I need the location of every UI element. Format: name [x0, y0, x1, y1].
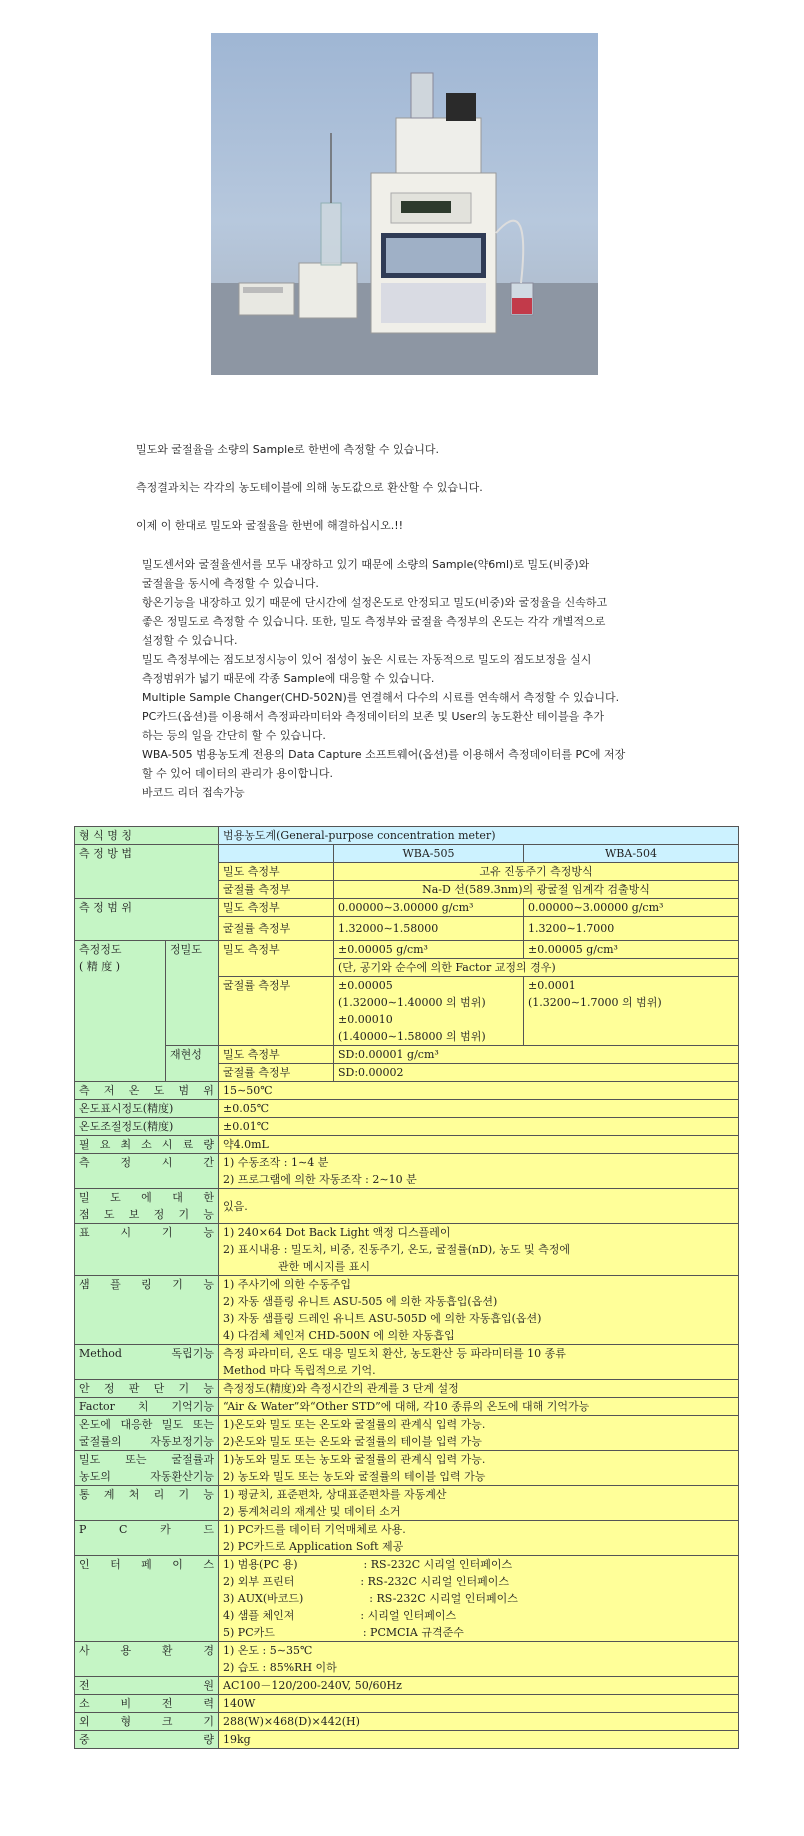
spec-label-char: 환	[161, 1644, 173, 1657]
spec-label-char: 기	[178, 1208, 190, 1221]
spec-label-char: 플	[110, 1278, 121, 1291]
spec-label-char: 안	[79, 1382, 90, 1395]
feature-line: 바코드 리더 접속가능	[142, 786, 245, 799]
spec-label-char: 위	[203, 1084, 214, 1097]
table-row	[75, 941, 739, 959]
feature-line: 밀도센서와 굴절율센서를 모두 내장하고 있기 때문에 소량의 Sample(약6ml)로 밀도(비중)와	[142, 558, 590, 571]
spec-value-line: AC100－120/200-240V, 50/60Hz	[223, 1679, 402, 1692]
spec-label-char: 간	[203, 1156, 214, 1169]
spec-label	[75, 1486, 219, 1521]
spec-label-char: 도	[110, 1191, 121, 1204]
spec-value	[219, 1100, 739, 1118]
spec-label-char: 사	[79, 1644, 90, 1657]
spec-value-line: Method 마다 독립적으로 기억.	[223, 1364, 376, 1377]
spec-label-text	[79, 1206, 214, 1223]
spec-label-char: 또는	[192, 1418, 214, 1431]
spec-label-char: 시	[120, 1226, 132, 1239]
feature-line: 항온기능을 내장하고 있기 때문에 단시간에 설정온도로 안정되고 밀도(비중)와 굴정율을 신속하고	[142, 596, 608, 609]
spec-value-line: 3) 자동 샘플링 드레인 유니트 ASU-505D 에 의한 자동흡입(옵션)	[223, 1312, 542, 1325]
spec-value-line: 4) 다검체 체인져 CHD-500N 에 의한 자동흡입	[223, 1329, 455, 1342]
intro-text	[136, 440, 696, 535]
spec-value-line: 2)온도와 밀도 또는 온도와 굴절률의 테이블 입력 가능	[223, 1435, 482, 1448]
spec-value-line: 약4.0mL	[223, 1138, 269, 1151]
spec-label-char: 계	[103, 1488, 115, 1501]
table-row	[75, 845, 739, 863]
spec-table	[74, 826, 739, 1749]
spec-label-char: 크	[161, 1715, 173, 1728]
spec-label-char: 시	[161, 1138, 173, 1151]
spec-value: 0.00000∼3.00000 g/cm³	[524, 899, 739, 917]
table-row	[75, 1154, 739, 1189]
spec-value-line: 2) 통계처리의 재계산 및 데이터 소거	[223, 1505, 401, 1518]
spec-value-line: 2) 표시내용 : 밀도치, 비중, 진동주기, 온도, 굴절률(nD), 농도 및 측정에	[223, 1243, 570, 1256]
spec-label	[75, 1695, 219, 1713]
spec-label-char: 페	[141, 1558, 152, 1571]
spec-value-line: 1) 범용(PC 용) : RS-232C 시리얼 인터페이스	[223, 1558, 513, 1571]
spec-value: SD:0.00001 g/cm³	[334, 1046, 739, 1064]
spec-label-text	[79, 1380, 214, 1397]
spec-label-char: 기	[161, 1226, 173, 1239]
table-row	[75, 899, 739, 917]
spec-label-text	[79, 1398, 214, 1415]
spec-value	[219, 1556, 739, 1642]
spec-value-line: (1.40000∼1.58000 의 범위)	[338, 1030, 486, 1043]
feature-list	[142, 555, 702, 802]
spec-value: (단, 공기와 순수에 의한 Factor 교정의 경우)	[334, 959, 739, 977]
table-row	[75, 1416, 739, 1451]
spec-label-char: 온도표시정도(精度)	[79, 1102, 174, 1115]
feature-line: Multiple Sample Changer(CHD-502N)를 연결해서 다수의 시료를 연속해서 측정할 수 있습니다.	[142, 691, 620, 704]
feature-line: 밀도 측정부에는 점도보정시능이 있어 점성이 높은 시료는 자동적으로 밀도의 점도보정을 실시	[142, 653, 592, 666]
feature-line: 설정할 수 있습니다.	[142, 634, 238, 647]
spec-value-line: 2) 외부 프린터 : RS-232C 시리얼 인터페이스	[223, 1575, 509, 1588]
spec-value-line: 2) 농도와 밀도 또는 농도와 굴절률의 테이블 입력 가능	[223, 1470, 486, 1483]
spec-value-line: 5) PC카드 : PCMCIA 규격준수	[223, 1626, 464, 1639]
spec-label-char: 정	[103, 1382, 115, 1395]
spec-label-char: 카	[160, 1523, 171, 1536]
spec-label-char: 자동보정기능	[150, 1435, 214, 1448]
spec-label-char: 이	[172, 1558, 183, 1571]
spec-label-text	[79, 1100, 214, 1117]
spec-value-line: 측정정도(精度)와 측정시간의 관계를 3 단계 설정	[223, 1382, 459, 1395]
spec-value-line: (1.3200∼1.7000 의 범위)	[528, 996, 662, 1009]
spec-label-char: 또는	[125, 1453, 147, 1466]
intro-line-1: 밀도와 굴절율을 소량의 Sample로 한번에 측정할 수 있습니다.	[136, 443, 439, 456]
table-row	[75, 1677, 739, 1695]
spec-label-char: 기	[172, 1278, 183, 1291]
spec-label-char: 인	[79, 1558, 90, 1571]
table-row	[75, 1731, 739, 1749]
spec-label-char: 측	[79, 1084, 90, 1097]
table-row	[75, 1082, 739, 1100]
spec-label-char: 통	[79, 1488, 90, 1501]
spec-label-char: Factor	[79, 1400, 115, 1413]
spec-value-line: ±0.05℃	[223, 1102, 270, 1115]
spec-label-char: 능	[203, 1488, 214, 1501]
spec-value: 0.00000∼3.00000 g/cm³	[334, 899, 524, 917]
table-row	[75, 1189, 739, 1224]
spec-label-text	[79, 1713, 214, 1730]
spec-label	[75, 1100, 219, 1118]
spec-label: 정밀도	[166, 941, 219, 1046]
spec-label-char: 형	[120, 1715, 132, 1728]
spec-value-line: 1)온도와 밀도 또는 온도와 굴절률의 관계식 입력 가능.	[223, 1418, 486, 1431]
spec-label-text	[79, 1556, 214, 1573]
spec-value: SD:0.00002	[334, 1064, 739, 1082]
spec-label-char: 기	[203, 1715, 214, 1728]
model-b: WBA-504	[524, 845, 739, 863]
spec-label-text	[79, 1082, 214, 1099]
spec-label-char: 굴절률과	[171, 1453, 214, 1466]
spec-value-line: 있음.	[223, 1199, 248, 1213]
spec-label-text	[79, 1433, 214, 1450]
spec-label-char: 능	[203, 1208, 214, 1221]
spec-label	[75, 1345, 219, 1380]
spec-label-char: 저	[103, 1084, 115, 1097]
spec-value	[219, 1486, 739, 1521]
table-row	[75, 1224, 739, 1276]
spec-label-char: 원	[203, 1679, 214, 1692]
spec-label-char: C	[119, 1523, 128, 1536]
spec-name-value: 범용농도계(General-purpose concentration meter)	[219, 827, 739, 845]
spec-value-line: 3) AUX(바코드) : RS-232C 시리얼 인터페이스	[223, 1592, 518, 1605]
spec-value-line: 15∼50℃	[223, 1084, 273, 1097]
spec-label	[75, 1154, 219, 1189]
spec-label-char: 외	[79, 1715, 90, 1728]
spec-label-text: 측 정 방 법	[79, 847, 132, 860]
spec-value: 1.32000∼1.58000	[334, 917, 524, 941]
spec-label-char: 기억기능	[171, 1400, 214, 1413]
spec-label-text	[79, 1695, 214, 1712]
spec-value-line: “Air & Water”와“Other STD”에 대해, 각10 종류의 온도에 대해 기억가능	[223, 1400, 590, 1413]
spec-value-line: ±0.01℃	[223, 1120, 270, 1133]
feature-line: 굴절율을 동시에 측정할 수 있습니다.	[142, 577, 319, 590]
spec-label	[75, 1380, 219, 1398]
spec-label-char: 최	[120, 1138, 132, 1151]
spec-label-char: 자동환산기능	[150, 1470, 214, 1483]
spec-label	[75, 845, 219, 899]
spec-value: 1.3200∼1.7000	[524, 917, 739, 941]
spec-value-line: 1) 240×64 Dot Back Light 액정 디스플레이	[223, 1226, 451, 1239]
feature-line: 할 수 있어 데이터의 관리가 용이합니다.	[142, 767, 333, 780]
spec-label	[75, 941, 166, 1082]
table-row	[75, 1118, 739, 1136]
spec-label-text	[79, 1677, 214, 1694]
spec-label-char: 대응한	[120, 1418, 153, 1431]
spec-label	[75, 1416, 219, 1451]
spec-label	[75, 1082, 219, 1100]
spec-value-line: 288(W)×468(D)×442(H)	[223, 1715, 360, 1728]
spec-value: Na-D 선(589.3nm)의 광굴절 임계각 검출방식	[334, 881, 739, 899]
spec-value	[219, 1082, 739, 1100]
spec-label-char: P	[79, 1523, 87, 1536]
spec-label-char: 측	[79, 1156, 90, 1169]
spec-value-line: ±0.0001	[528, 979, 576, 992]
spec-value-line: 4) 샘플 체인져 : 시리얼 인터페이스	[223, 1609, 457, 1622]
table-row	[75, 1398, 739, 1416]
table-row	[75, 1100, 739, 1118]
spec-label-char: 밀	[79, 1191, 90, 1204]
spec-label-text	[79, 1451, 214, 1468]
spec-label-char: 한	[203, 1191, 214, 1204]
spec-label-char: 능	[203, 1226, 214, 1239]
spec-label-text: ( 精 度 )	[79, 960, 121, 973]
spec-label-text: 형 식 명 칭	[79, 829, 132, 842]
spec-value-line: 19kg	[223, 1733, 251, 1746]
spec-value	[219, 1118, 739, 1136]
spec-value-line: 1) 평균치, 표준편차, 상대표준편차를 자동계산	[223, 1488, 447, 1501]
feature-line: 좋은 정밀도로 측정할 수 있습니다. 또한, 밀도 측정부와 굴절율 측정부의 온도는 각각 개별적으로	[142, 615, 606, 628]
spec-value	[219, 1345, 739, 1380]
spec-value-line: 1) 수동조작 : 1∼4 분	[223, 1156, 329, 1169]
table-row	[75, 1642, 739, 1677]
spec-label-text	[79, 1642, 214, 1659]
spec-label-char: 온도조절정도(精度)	[79, 1120, 174, 1133]
spec-label	[75, 1521, 219, 1556]
spec-label-text: 측정정도	[79, 943, 122, 956]
spec-label-char: 밀도	[79, 1453, 101, 1466]
spec-label-char: 링	[141, 1278, 152, 1291]
feature-line: 측정범위가 넓기 때문에 각종 Sample에 대응할 수 있습니다.	[142, 672, 435, 685]
spec-label-char: 에	[141, 1191, 152, 1204]
spec-value: ±0.00005 g/cm³	[524, 941, 739, 959]
feature-line: PC카드(옵션)를 이용해서 측정파라미터와 측정데이터의 보존 및 User의 농도환산 테이블을 추가	[142, 710, 604, 723]
spec-label-char: 료	[182, 1138, 194, 1151]
table-row	[75, 1451, 739, 1486]
spec-label-char: 처	[128, 1488, 140, 1501]
sub-label: 굴절률 측정부	[219, 881, 334, 899]
spec-label-text	[79, 1521, 214, 1538]
table-row	[75, 1276, 739, 1345]
spec-value-line: 2) 프로그램에 의한 자동조작 : 2∼10 분	[223, 1173, 417, 1186]
spec-label	[75, 1276, 219, 1345]
spec-value-line: (1.32000∼1.40000 의 범위)	[338, 996, 486, 1009]
table-row	[75, 1486, 739, 1521]
spec-label-char: 온	[128, 1084, 140, 1097]
spec-label	[75, 899, 219, 941]
spec-label-text	[79, 1345, 214, 1362]
spec-label-char: 독립기능	[171, 1347, 214, 1360]
spec-label-char: Method	[79, 1347, 122, 1360]
sub-label: 밀도 측정부	[219, 941, 334, 977]
spec-label-char: 량	[203, 1138, 214, 1151]
spec-label-text	[79, 1276, 214, 1293]
spec-value: 고유 진동주기 측정방식	[334, 863, 739, 881]
spec-value	[219, 1136, 739, 1154]
table-row	[75, 1695, 739, 1713]
intro-line-2: 측정결과치는 각각의 농도테이블에 의해 농도값으로 환산할 수 있습니다.	[136, 481, 483, 494]
spec-label	[75, 1398, 219, 1416]
spec-label-char: 전	[79, 1679, 90, 1692]
spec-value	[219, 1398, 739, 1416]
spec-value	[219, 1731, 739, 1749]
spec-label-char: 굴절률의	[79, 1435, 122, 1448]
table-row	[75, 827, 739, 845]
table-row	[75, 1136, 739, 1154]
product-photo	[211, 33, 598, 375]
spec-label-char: 정	[120, 1156, 132, 1169]
spec-label-char: 기	[178, 1488, 190, 1501]
spec-label-char: 비	[120, 1697, 132, 1710]
table-row	[75, 1556, 739, 1642]
spec-label-char: 드	[203, 1523, 214, 1536]
sub-label: 밀도 측정부	[219, 899, 334, 917]
table-row	[75, 1713, 739, 1731]
spec-label-char: 리	[153, 1488, 165, 1501]
spec-value-line: 1) PC카드를 데이터 기억매체로 사용.	[223, 1523, 406, 1536]
spec-label-char: 치	[137, 1400, 149, 1413]
spec-label-char: 중	[79, 1733, 90, 1746]
sub-label: 밀도 측정부	[219, 1046, 334, 1064]
spec-value-line: 측정 파라미터, 온도 대응 밀도치 환산, 농도환산 등 파라미터를 10 종류	[223, 1347, 566, 1360]
spec-value	[219, 1154, 739, 1189]
spec-label-char: 범	[178, 1084, 190, 1097]
spec-label-text	[79, 1416, 214, 1433]
spec-label-text	[79, 1154, 214, 1171]
spec-value	[524, 977, 739, 1046]
spec-label-char: 보	[128, 1208, 140, 1221]
spec-value-line: 2) 습도 : 85%RH 이하	[223, 1661, 337, 1674]
spec-label-text	[79, 1189, 214, 1206]
spec-label-text	[79, 1118, 214, 1135]
spec-value	[219, 1276, 739, 1345]
spec-value	[219, 1642, 739, 1677]
sub-label: 굴절률 측정부	[219, 917, 334, 941]
spec-label-char: 요	[99, 1138, 111, 1151]
spec-label	[75, 1136, 219, 1154]
spec-label-char: 도	[153, 1084, 165, 1097]
spec-label-text	[79, 1468, 214, 1485]
spec-label-text	[79, 1731, 214, 1748]
spec-blank	[219, 845, 334, 863]
spec-value	[219, 1380, 739, 1398]
spec-label-char: 밀도	[161, 1418, 184, 1431]
spec-value-line: 관한 메시지를 표시	[223, 1260, 371, 1273]
spec-label-char: 온도에	[79, 1418, 111, 1431]
spec-value	[219, 1189, 739, 1224]
spec-label	[75, 827, 219, 845]
spec-value	[219, 1521, 739, 1556]
spec-value	[219, 1224, 739, 1276]
spec-label-char: 전	[161, 1697, 173, 1710]
spec-value-line: 1) 온도 : 5∼35℃	[223, 1644, 313, 1657]
spec-value-line: 1)농도와 밀도 또는 농도와 굴절률의 관계식 입력 가능.	[223, 1453, 486, 1466]
spec-label-text	[79, 1136, 214, 1153]
sub-label: 밀도 측정부	[219, 863, 334, 881]
spec-label-char: 정	[153, 1208, 165, 1221]
feature-line: 하는 등의 일을 간단히 할 수 있습니다.	[142, 729, 326, 742]
spec-label-char: 소	[141, 1138, 152, 1151]
spec-label-char: 능	[203, 1278, 214, 1291]
table-row	[75, 1345, 739, 1380]
spec-label-char: 표	[79, 1226, 90, 1239]
spec-label	[75, 1731, 219, 1749]
spec-value-line: 1) 주사기에 의한 수동주입	[223, 1278, 352, 1291]
sub-label: 굴절률 측정부	[219, 977, 334, 1046]
spec-label-char: 용	[120, 1644, 132, 1657]
spec-label-char: 능	[203, 1382, 214, 1395]
table-row	[75, 1521, 739, 1556]
spec-label	[75, 1677, 219, 1695]
spec-label	[75, 1451, 219, 1486]
spec-value	[334, 977, 524, 1046]
spec-value-line: 140W	[223, 1697, 256, 1710]
spec-label-char: 량	[203, 1733, 214, 1746]
spec-value: ±0.00005 g/cm³	[334, 941, 524, 959]
spec-value-line: 2) PC카드로 Application Soft 제공	[223, 1540, 404, 1553]
spec-value	[219, 1695, 739, 1713]
spec-label-text: 측 정 범 위	[79, 901, 132, 914]
table-row	[75, 1380, 739, 1398]
spec-label: 재현성	[166, 1046, 219, 1082]
spec-label-char: 도	[103, 1208, 115, 1221]
spec-label	[75, 1189, 219, 1224]
spec-label-char: 시	[161, 1156, 173, 1169]
spec-label-char: 기	[178, 1382, 190, 1395]
spec-value-line: ±0.00005	[338, 979, 393, 992]
spec-label-char: 판	[128, 1382, 140, 1395]
model-a: WBA-505	[334, 845, 524, 863]
spec-value	[219, 1416, 739, 1451]
feature-line: WBA-505 범용농도계 전용의 Data Capture 소프트웨어(옵션)를 이용해서 측정데이터를 PC에 저장	[142, 748, 626, 761]
spec-label-char: 점	[79, 1208, 90, 1221]
spec-label-char: 샘	[79, 1278, 90, 1291]
intro-line-3: 이제 이 한대로 밀도와 굴절율을 한번에 해결하십시오.!!	[136, 519, 404, 532]
spec-label	[75, 1224, 219, 1276]
spec-label-char: 단	[153, 1382, 165, 1395]
sub-label: 굴절률 측정부	[219, 1064, 334, 1082]
spec-label	[75, 1642, 219, 1677]
spec-value	[219, 1451, 739, 1486]
spec-label-char: 농도의	[79, 1470, 111, 1483]
spec-label-char: 경	[203, 1644, 214, 1657]
spec-label	[75, 1556, 219, 1642]
spec-value-line: 2) 자동 샘플링 유니트 ASU-505 에 의한 자동흡입(옵션)	[223, 1295, 498, 1308]
spec-label-text	[79, 1224, 214, 1241]
spec-label	[75, 1118, 219, 1136]
spec-label-char: 터	[110, 1558, 121, 1571]
spec-label	[75, 1713, 219, 1731]
spec-value	[219, 1713, 739, 1731]
spec-label-text	[79, 1486, 214, 1503]
spec-label-char: 필	[79, 1138, 90, 1151]
spec-label-char: 소	[79, 1697, 90, 1710]
table-row	[75, 1046, 739, 1064]
spec-value-line: ±0.00010	[338, 1013, 393, 1026]
spec-value	[219, 1677, 739, 1695]
spec-label-char: 스	[203, 1558, 214, 1571]
spec-label-char: 대	[172, 1191, 183, 1204]
spec-label-char: 력	[203, 1697, 214, 1710]
